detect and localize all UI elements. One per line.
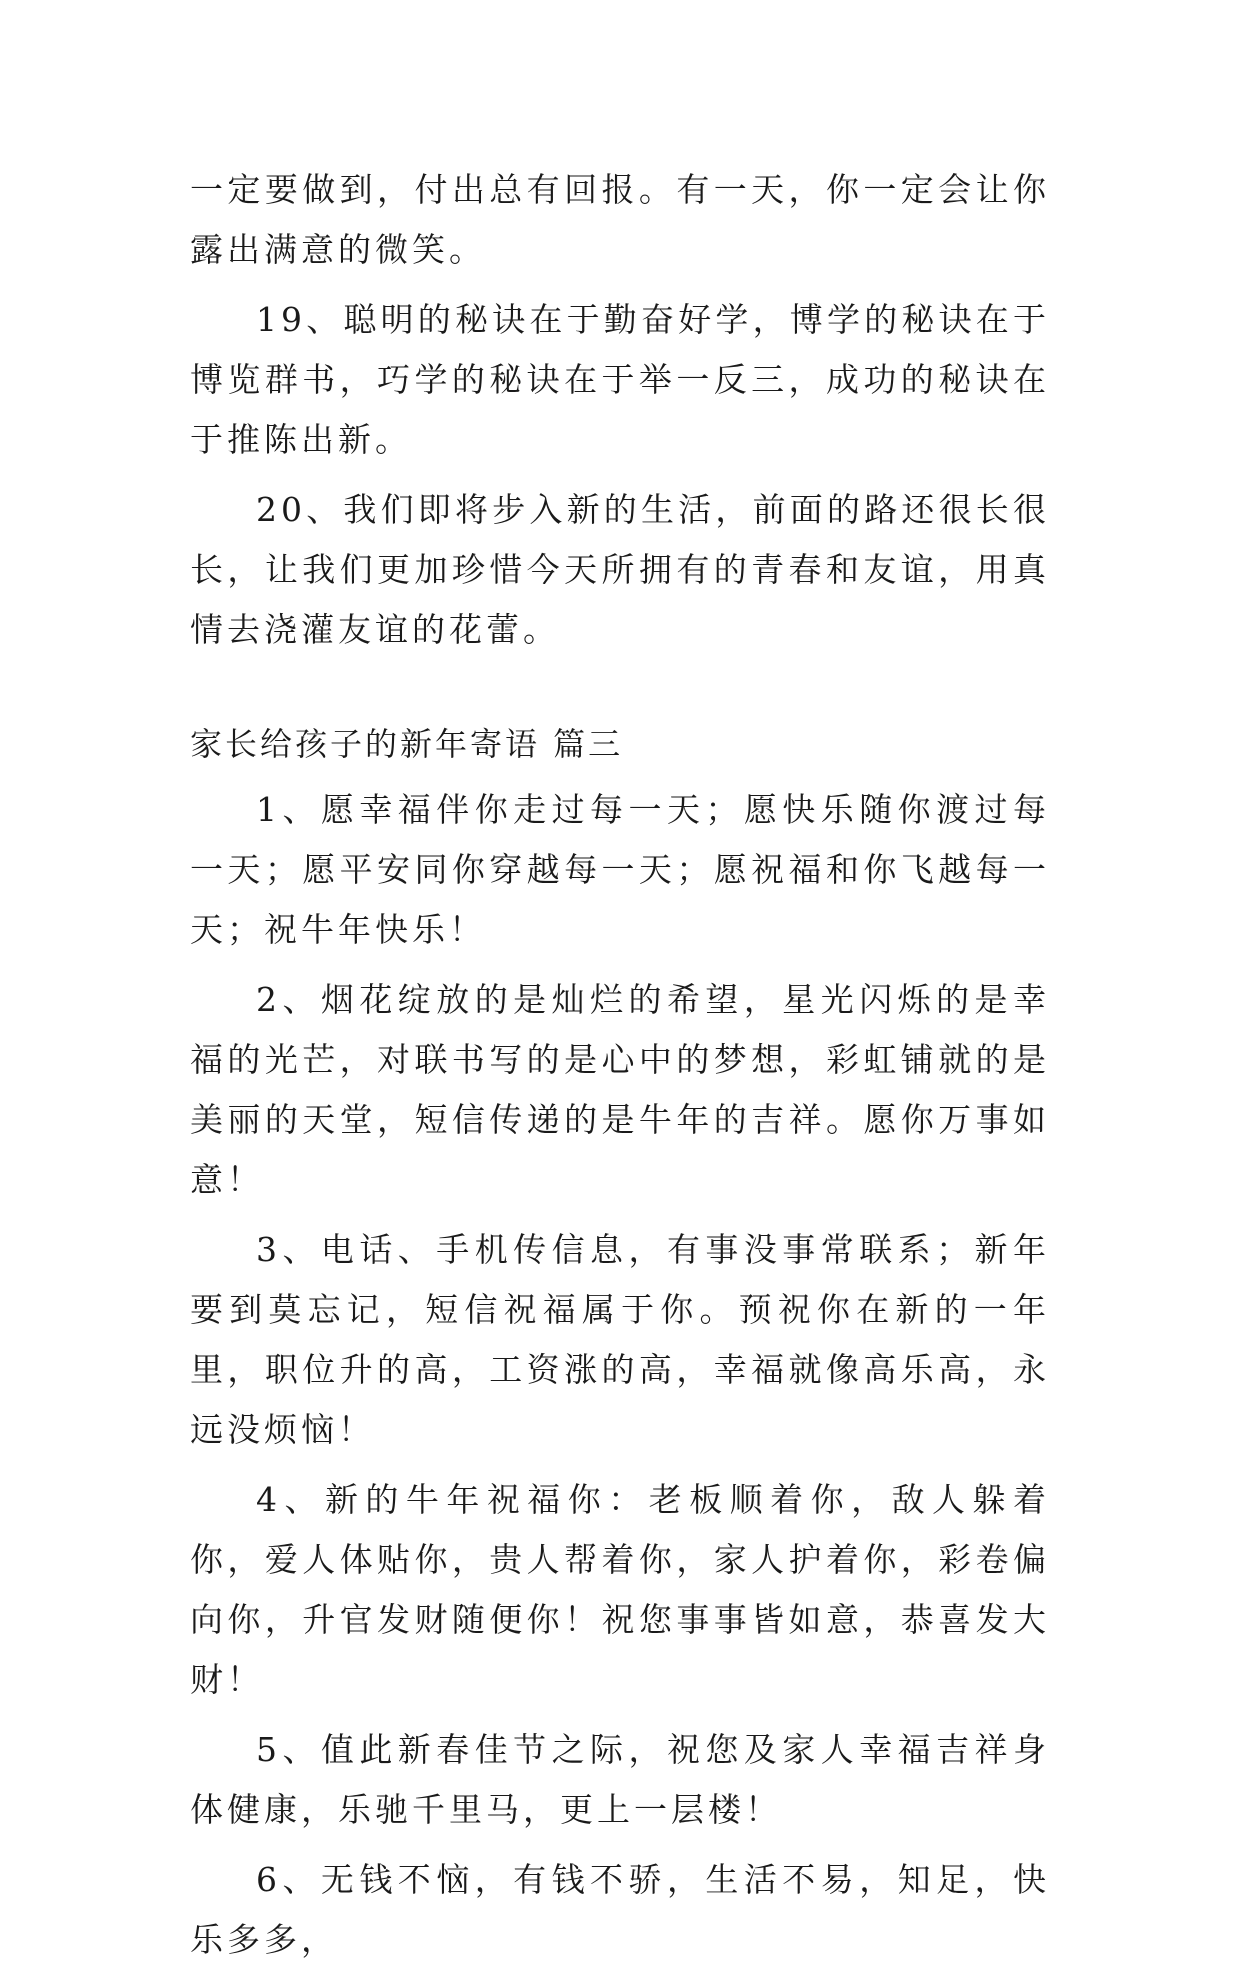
list-item-1: 1、愿幸福伴你走过每一天；愿快乐随你渡过每一天；愿平安同你穿越每一天；愿祝福和你飞越每一天；祝牛年快乐！: [190, 790, 1050, 949]
list-item-6: 6、无钱不恼，有钱不骄，生活不易，知足，快乐多多，: [190, 1860, 1050, 1959]
list-item-3: 3、电话、手机传信息，有事没事常联系；新年要到莫忘记，短信祝福属于你。预祝你在新的一年里，职位升的高，工资涨的高，幸福就像高乐高，永远没烦恼！: [190, 1230, 1050, 1449]
list-item-4: 4、新的牛年祝福你：老板顺着你，敌人躲着你，爱人体贴你，贵人帮着你，家人护着你，彩卷偏向你，升官发财随便你！祝您事事皆如意，恭喜发大财！: [190, 1480, 1050, 1699]
document-body: [190, 160, 1050, 1980]
list-item-2: 2、烟花绽放的是灿烂的希望，星光闪烁的是幸福的光芒，对联书写的是心中的梦想，彩虹铺就的是美丽的天堂，短信传递的是牛年的吉祥。愿你万事如意！: [190, 980, 1050, 1199]
section-heading: 家长给孩子的新年寄语 篇三: [190, 725, 624, 763]
paragraph-item-19: 19、聪明的秘诀在于勤奋好学，博学的秘诀在于博览群书，巧学的秘诀在于举一反三，成功的秘诀在于推陈出新。: [190, 300, 1050, 459]
paragraph-continuation: 一定要做到，付出总有回报。有一天，你一定会让你露出满意的微笑。: [190, 170, 1050, 269]
list-item-5: 5、值此新春佳节之际，祝您及家人幸福吉祥身体健康，乐驰千里马，更上一层楼！: [190, 1730, 1050, 1829]
paragraph-item-20: 20、我们即将步入新的生活，前面的路还很长很长，让我们更加珍惜今天所拥有的青春和友谊，用真情去浇灌友谊的花蕾。: [190, 490, 1050, 649]
